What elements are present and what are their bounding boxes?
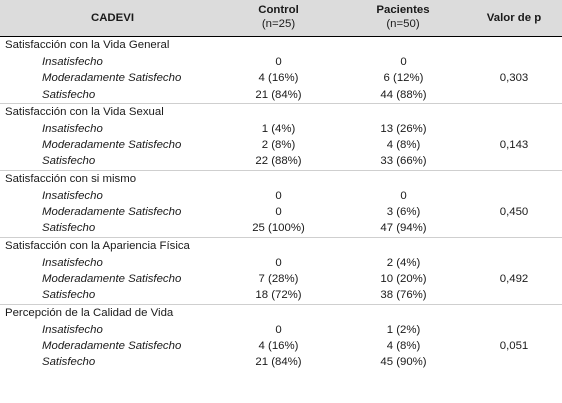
section-title: Satisfacción con la Apariencia Física (5, 239, 190, 252)
row-label: Insatisfecho (42, 122, 103, 135)
pacientes-value: 44 (88%) (380, 88, 427, 101)
pacientes-value: 13 (26%) (380, 122, 427, 135)
pacientes-value: 38 (76%) (380, 289, 427, 302)
row-label: Moderadamente Satisfecho (42, 139, 182, 152)
control-value: 0 (275, 256, 282, 269)
row-label: Insatisfecho (42, 256, 103, 269)
control-value: 7 (28%) (258, 272, 299, 285)
table-row (0, 188, 562, 204)
row-label: Satisfecho (42, 356, 96, 369)
table-section (0, 104, 562, 171)
header-pacientes (348, 3, 458, 31)
pacientes-value: 1 (2%) (386, 323, 421, 336)
table-row (0, 204, 562, 220)
header-control-n: (n=25) (261, 18, 296, 30)
row-label: Insatisfecho (42, 189, 103, 202)
control-value: 18 (72%) (255, 289, 302, 302)
row-label: Satisfecho (42, 88, 96, 101)
header-cadevi: CADEVI (90, 12, 135, 24)
p-value: 0,051 (499, 339, 529, 352)
control-value: 1 (4%) (261, 122, 296, 135)
table-row (0, 255, 562, 271)
table-row (0, 322, 562, 338)
control-value: 2 (8%) (261, 139, 296, 152)
table-row (0, 54, 562, 70)
table-row (0, 338, 562, 354)
table-body (0, 37, 562, 370)
control-value: 0 (275, 206, 282, 219)
pacientes-value: 6 (12%) (383, 72, 424, 85)
pacientes-value: 0 (400, 189, 407, 202)
row-label: Moderadamente Satisfecho (42, 206, 182, 219)
table-row (0, 354, 562, 370)
pacientes-value: 4 (8%) (386, 339, 421, 352)
table-row (0, 137, 562, 153)
pacientes-value: 45 (90%) (380, 356, 427, 369)
control-value: 21 (84%) (255, 88, 302, 101)
pacientes-value: 4 (8%) (386, 139, 421, 152)
table-section (0, 238, 562, 305)
row-label: Moderadamente Satisfecho (42, 272, 182, 285)
table-row (0, 87, 562, 103)
pacientes-value: 0 (400, 56, 407, 68)
control-value: 0 (275, 323, 282, 336)
section-title: Percepción de la Calidad de Vida (5, 306, 174, 319)
pacientes-value: 47 (94%) (380, 222, 427, 235)
table-section (0, 171, 562, 238)
control-value: 4 (16%) (258, 72, 299, 85)
section-title: Satisfacción con la Vida General (5, 39, 170, 51)
row-label: Satisfecho (42, 222, 96, 235)
header-control (225, 3, 332, 31)
header-valor-p: Valor de p (486, 12, 542, 24)
table-row (0, 153, 562, 169)
p-value: 0,143 (499, 139, 529, 152)
table-section (0, 37, 562, 104)
row-label: Moderadamente Satisfecho (42, 72, 182, 85)
table-section (0, 305, 562, 371)
section-title: Satisfacción con si mismo (5, 172, 137, 185)
table-row (0, 287, 562, 303)
table-row (0, 121, 562, 137)
pacientes-value: 3 (6%) (386, 206, 421, 219)
row-label: Satisfecho (42, 289, 96, 302)
control-value: 21 (84%) (255, 356, 302, 369)
control-value: 0 (275, 56, 282, 68)
section-title: Satisfacción con la Vida Sexual (5, 105, 164, 118)
control-value: 25 (100%) (252, 222, 305, 235)
row-label: Insatisfecho (42, 56, 103, 68)
control-value: 4 (16%) (258, 339, 299, 352)
row-label: Satisfecho (42, 155, 96, 168)
p-value: 0,450 (499, 206, 529, 219)
control-value: 0 (275, 189, 282, 202)
p-value: 0,492 (499, 272, 529, 285)
pacientes-value: 33 (66%) (380, 155, 427, 168)
table-header (0, 0, 562, 37)
row-label: Moderadamente Satisfecho (42, 339, 182, 352)
pacientes-value: 2 (4%) (386, 256, 421, 269)
header-pacientes-label: Pacientes (376, 4, 430, 16)
table-row (0, 70, 562, 86)
p-value: 0,303 (499, 72, 529, 85)
control-value: 22 (88%) (255, 155, 302, 168)
row-label: Insatisfecho (42, 323, 103, 336)
pacientes-value: 10 (20%) (380, 272, 427, 285)
table-row (0, 220, 562, 236)
table-row (0, 271, 562, 287)
header-control-label: Control (258, 4, 299, 16)
header-pacientes-n: (n=50) (386, 18, 420, 30)
